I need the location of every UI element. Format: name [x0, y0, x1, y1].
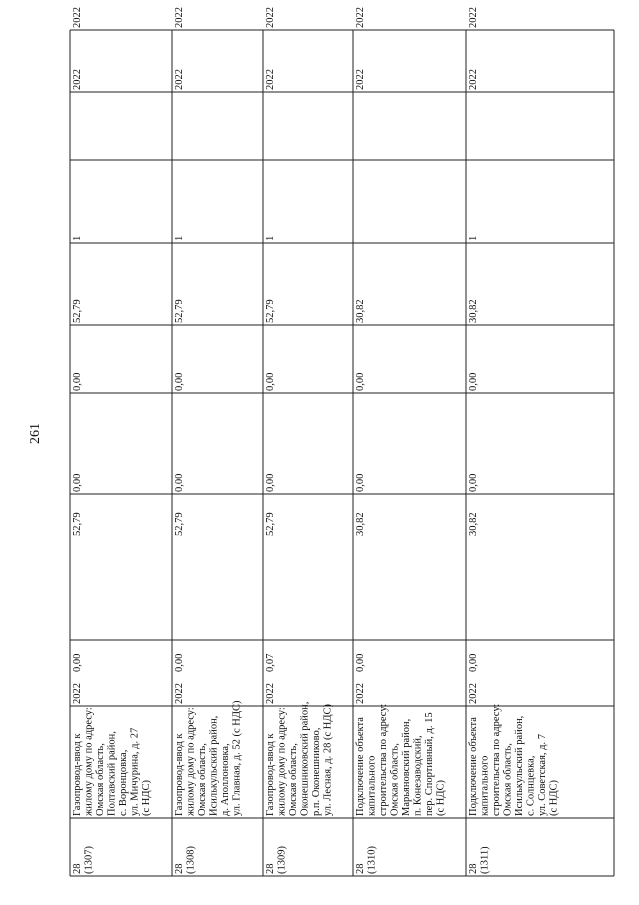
cell-year: 2022: [468, 683, 479, 704]
cell-v4: 0,00: [355, 372, 366, 391]
cell-year_end: 2022: [174, 7, 185, 28]
cell-v3: 0,00: [468, 473, 479, 492]
cell-year_start: 2022: [72, 69, 83, 90]
cell-v4: 0,00: [72, 372, 83, 391]
cell-v5: 30,82: [355, 299, 366, 323]
cell-count: 1: [72, 235, 83, 241]
cell-name: Газопровод-ввод кжилому дому по адресу:Омская область,Оконешниковский район,р.п. Оконешниково,ул. Лесная, д. 28 (с НДС): [265, 701, 334, 816]
cell-year: 2022: [174, 683, 185, 704]
cell-v5: 52,79: [265, 299, 276, 323]
cell-id: 28(1308): [174, 846, 197, 874]
cell-year: 2022: [355, 683, 366, 704]
cell-v2: 52,79: [72, 512, 83, 536]
cell-v3: 0,00: [174, 473, 185, 492]
cell-year_start: 2022: [265, 69, 276, 90]
cell-v4: 0,00: [174, 372, 185, 391]
cell-year_start: 2022: [468, 69, 479, 90]
cell-v1: 0,00: [355, 653, 366, 672]
cell-count: 1: [468, 235, 479, 241]
cell-v3: 0,00: [72, 473, 83, 492]
cell-v2: 52,79: [174, 512, 185, 536]
cell-id: 28(1311): [468, 846, 491, 874]
cell-name: Подключение объектакапитальногостроительства по адресу:Омская область,Исилькульский район,с. Солнцевка,ул. Советская, д. 7(с НДС): [468, 703, 560, 816]
cell-v3: 0,00: [355, 473, 366, 492]
cell-year_end: 2022: [468, 7, 479, 28]
cell-v2: 30,82: [355, 512, 366, 536]
cell-year: 2022: [265, 683, 276, 704]
cell-name: Газопровод-ввод кжилому дому по адресу:Омская область,Исилькульский район,д. Аполлоновка,ул. Главная, д. 52 (с НДС): [174, 700, 243, 816]
cell-year_start: 2022: [355, 69, 366, 90]
cell-v1: 0,07: [265, 653, 276, 672]
cell-name: Подключение объектакапитальногостроительства по адресу:Омская область,Марьяновский район,п. Конезаводский,пер. Спортивный, д. 15(с НДС): [355, 703, 447, 816]
cell-id: 28(1309): [265, 846, 288, 874]
cell-v1: 0,00: [72, 653, 83, 672]
cell-v4: 0,00: [265, 372, 276, 391]
cell-v5: 52,79: [72, 299, 83, 323]
cell-v4: 0,00: [468, 372, 479, 391]
cell-id: 28(1310): [355, 846, 378, 874]
cell-v5: 30,82: [468, 299, 479, 323]
cell-year_end: 2022: [355, 7, 366, 28]
cell-v5: 52,79: [174, 299, 185, 323]
cell-name: Газопровод-ввод кжилому дому по адресу:Омская область,Полтавский район,с. Воронцовка,ул. Мичурина, д. 27(с НДС): [72, 707, 152, 816]
cell-year_start: 2022: [174, 69, 185, 90]
cell-year_end: 2022: [72, 7, 83, 28]
cell-v2: 30,82: [468, 512, 479, 536]
cell-year: 2022: [72, 683, 83, 704]
cell-v2: 52,79: [265, 512, 276, 536]
page-number: 261: [28, 423, 43, 444]
cell-v3: 0,00: [265, 473, 276, 492]
cell-id: 28(1307): [72, 846, 95, 874]
cell-count: 1: [265, 235, 276, 241]
cell-count: 1: [174, 235, 185, 241]
cell-v1: 0,00: [468, 653, 479, 672]
cell-year_end: 2022: [265, 7, 276, 28]
cell-v1: 0,00: [174, 653, 185, 672]
